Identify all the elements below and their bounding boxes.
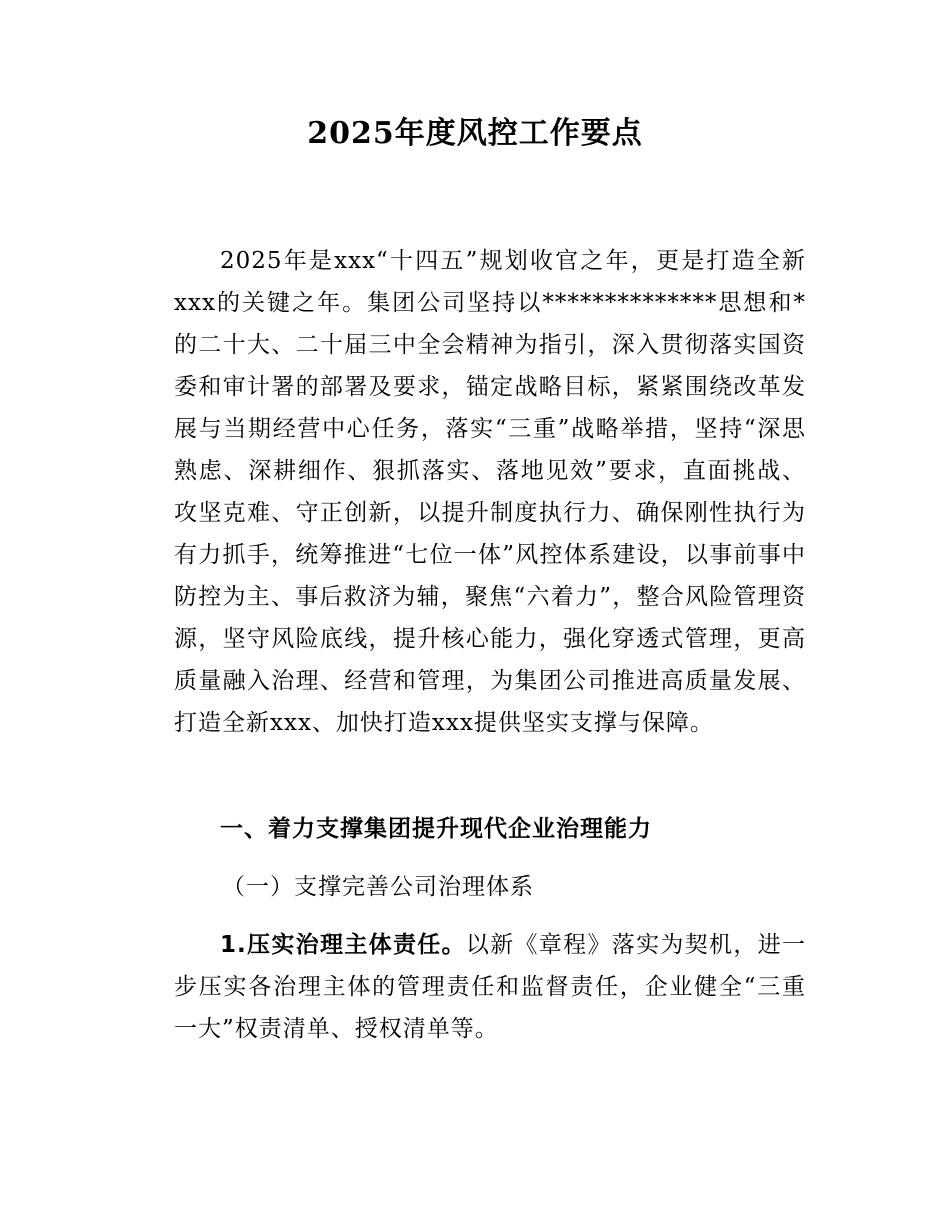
intro-paragraph: 2025年是xxx“十四五”规划收官之年，更是打造全新xxx的关键之年。集团公司坚持以**************思想和*的二十大、二十届三中全会精神为指引，深入贯彻落实国资委和审计署的部署及要求，锚定战略目标，紧紧围绕改革发展与当期经营中心任务，落实“三重”战略举措，坚持“深思熟虑、深耕细作、狠抓落实、落地见效”要求，直面挑战、攻坚克难、守正创新，以提升制度执行力、确保刚性执行为有力抓手，统筹推进“七位一体”风控体系建设，以事前事中防控为主、事后救济为辅，聚焦“六着力”，整合风险管理资源，坚守风险底线，提升核心能力，强化穿透式管理，更高质量融入治理、经营和管理，为集团公司推进高质量发展、打造全新xxx、加快打造xxx提供坚实支撑与保障。	[174, 248, 806, 736]
section-1-heading: 一、着力支撑集团提升现代企业治理能力	[220, 816, 652, 842]
subsection-1-heading: （一）支撑完善公司治理体系	[222, 874, 534, 900]
item-1-paragraph	[174, 924, 806, 1050]
item-1-text: 以新《章程》落实为契机，进一步压实各治理主体的管理责任和监督责任，企业健全“三重一大”权责清单、授权清单等。	[174, 932, 807, 1042]
document-title: 2025年度风控工作要点	[307, 116, 643, 151]
item-1-lead: 1.压实治理主体责任。	[220, 932, 466, 958]
